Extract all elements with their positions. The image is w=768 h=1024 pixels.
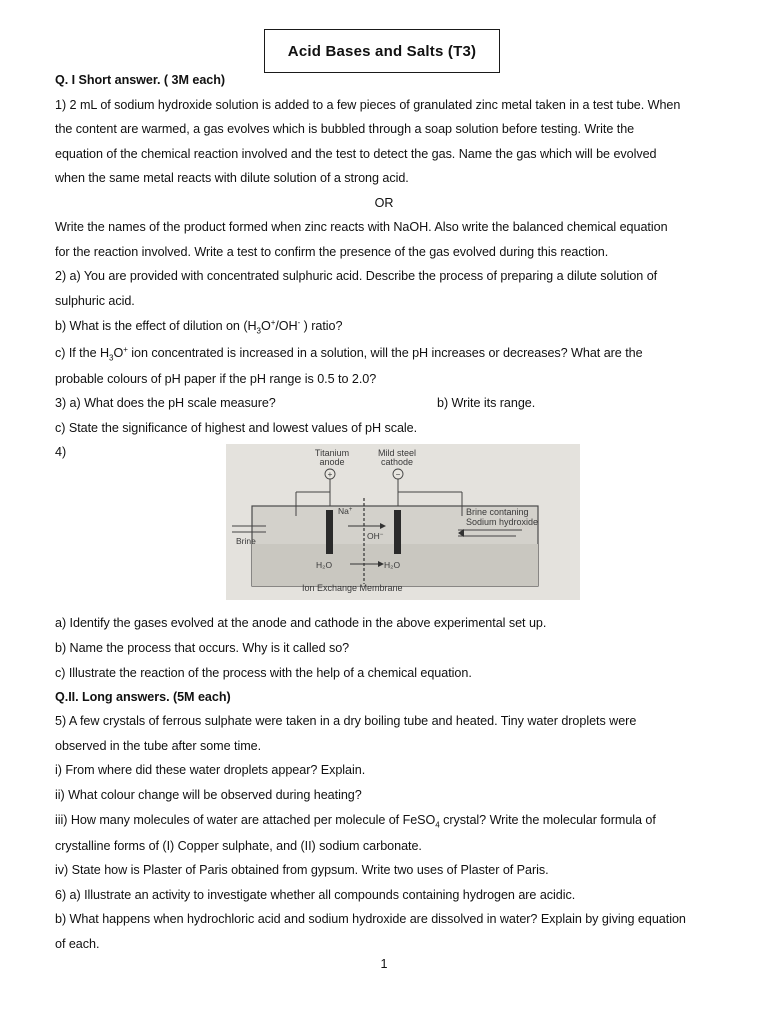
label-titanium: Titanium — [314, 448, 350, 458]
titanium-anode — [326, 510, 333, 554]
label-water-left: H₂O — [316, 560, 333, 570]
q1-alt-line-1: Write the names of the product formed when zinc reacts with NaOH. Also write the balanced chemical equation — [55, 220, 668, 234]
q2b: b) What is the effect of dilution on ($H_3O^+/OH^-$ ) ratio? — [55, 317, 343, 336]
q1-line-3: equation of the chemical reaction involved and the test to detect the gas. Name the gas which will be evolved — [55, 147, 657, 161]
label-membrane: Ion Exchange Membrane — [302, 583, 403, 593]
mild-steel-cathode — [394, 510, 401, 554]
q3b: b) Write its range. — [437, 396, 536, 410]
q4c: c) Illustrate the reaction of the process with the help of a chemical equation. — [55, 666, 472, 680]
q5-ii: ii) What colour change will be observed during heating? — [55, 788, 362, 802]
q4-number: 4) — [55, 445, 67, 459]
q2a-line-2: sulphuric acid. — [55, 294, 135, 308]
q5-iv: iv) State how is Plaster of Paris obtained from gypsum. Write two uses of Plaster of Paris. — [55, 863, 549, 877]
electrolysis-svg — [226, 444, 580, 600]
page-number: 1 — [380, 957, 388, 971]
anode-sign: + — [327, 470, 333, 479]
page-title: Acid Bases and Salts (T3) — [264, 29, 500, 73]
q2a-line-1: 2) a) You are provided with concentrated sulphuric acid. Describe the process of preparing a dilute solution of — [55, 269, 658, 283]
q3c: c) State the significance of highest and lowest values of pH scale. — [55, 421, 418, 435]
label-na-ion: Na+ — [338, 506, 353, 516]
label-anode: anode — [319, 457, 345, 467]
q5-iii-line-1: iii) How many molecules of water are attached per molecule of FeSO$_4$ crystal? Write the molecular formula of — [55, 813, 656, 830]
label-brine-containing: Brine contaning — [466, 507, 529, 517]
q1-alt-line-2: for the reaction involved. Write a test to confirm the presence of the gas evolved during this reaction. — [55, 245, 609, 259]
q6b-line-2: of each. — [55, 937, 100, 951]
label-sodium-hydroxide: Sodium hydroxide — [466, 517, 539, 527]
section1-heading: Q. I Short answer. ( 3M each) — [55, 73, 226, 87]
q1-line-2: the content are warmed, a gas evolves which is bubbled through a soap solution before testing. Write the — [55, 122, 635, 136]
q3a: 3) a) What does the pH scale measure? — [55, 396, 276, 410]
label-water-right: H₂O — [384, 560, 401, 570]
q6a: 6) a) Illustrate an activity to investigate whether all compounds containing hydrogen are acidic. — [55, 888, 576, 902]
q6b-line-1: b) What happens when hydrochloric acid and sodium hydroxide are dissolved in water? Explain by giving equation — [55, 912, 686, 926]
q4b: b) Name the process that occurs. Why is it called so? — [55, 641, 350, 655]
section2-heading: Q.II. Long answers. (5M each) — [55, 690, 231, 704]
q1-line-1: 1) 2 mL of sodium hydroxide solution is added to a few pieces of granulated zinc metal taken in a test tube. When — [55, 98, 681, 112]
cathode-sign: − — [395, 470, 401, 479]
q1-or: OR — [374, 196, 394, 210]
label-brine: Brine — [236, 536, 256, 546]
q5-i: i) From where did these water droplets appear? Explain. — [55, 763, 366, 777]
electrolysis-diagram — [226, 444, 580, 600]
label-cathode: cathode — [380, 457, 414, 467]
q5-line-1: 5) A few crystals of ferrous sulphate were taken in a dry boiling tube and heated. Tiny water droplets were — [55, 714, 637, 728]
label-oh-ion: OH− — [367, 531, 384, 541]
q4a: a) Identify the gases evolved at the anode and cathode in the above experimental set up. — [55, 616, 547, 630]
q5-iii-line-2: crystalline forms of (I) Copper sulphate, and (II) sodium carbonate. — [55, 839, 422, 853]
label-mild-steel: Mild steel — [377, 448, 417, 458]
q5-line-2: observed in the tube after some time. — [55, 739, 262, 753]
q2c-line-2: probable colours of pH paper if the pH range is 0.5 to 2.0? — [55, 372, 377, 386]
q1-line-4: when the same metal reacts with dilute solution of a strong acid. — [55, 171, 409, 185]
q2c-line-1: c) If the $H_3O^+$ ion concentrated is increased in a solution, will the pH increases or decreases? What are the — [55, 344, 643, 363]
